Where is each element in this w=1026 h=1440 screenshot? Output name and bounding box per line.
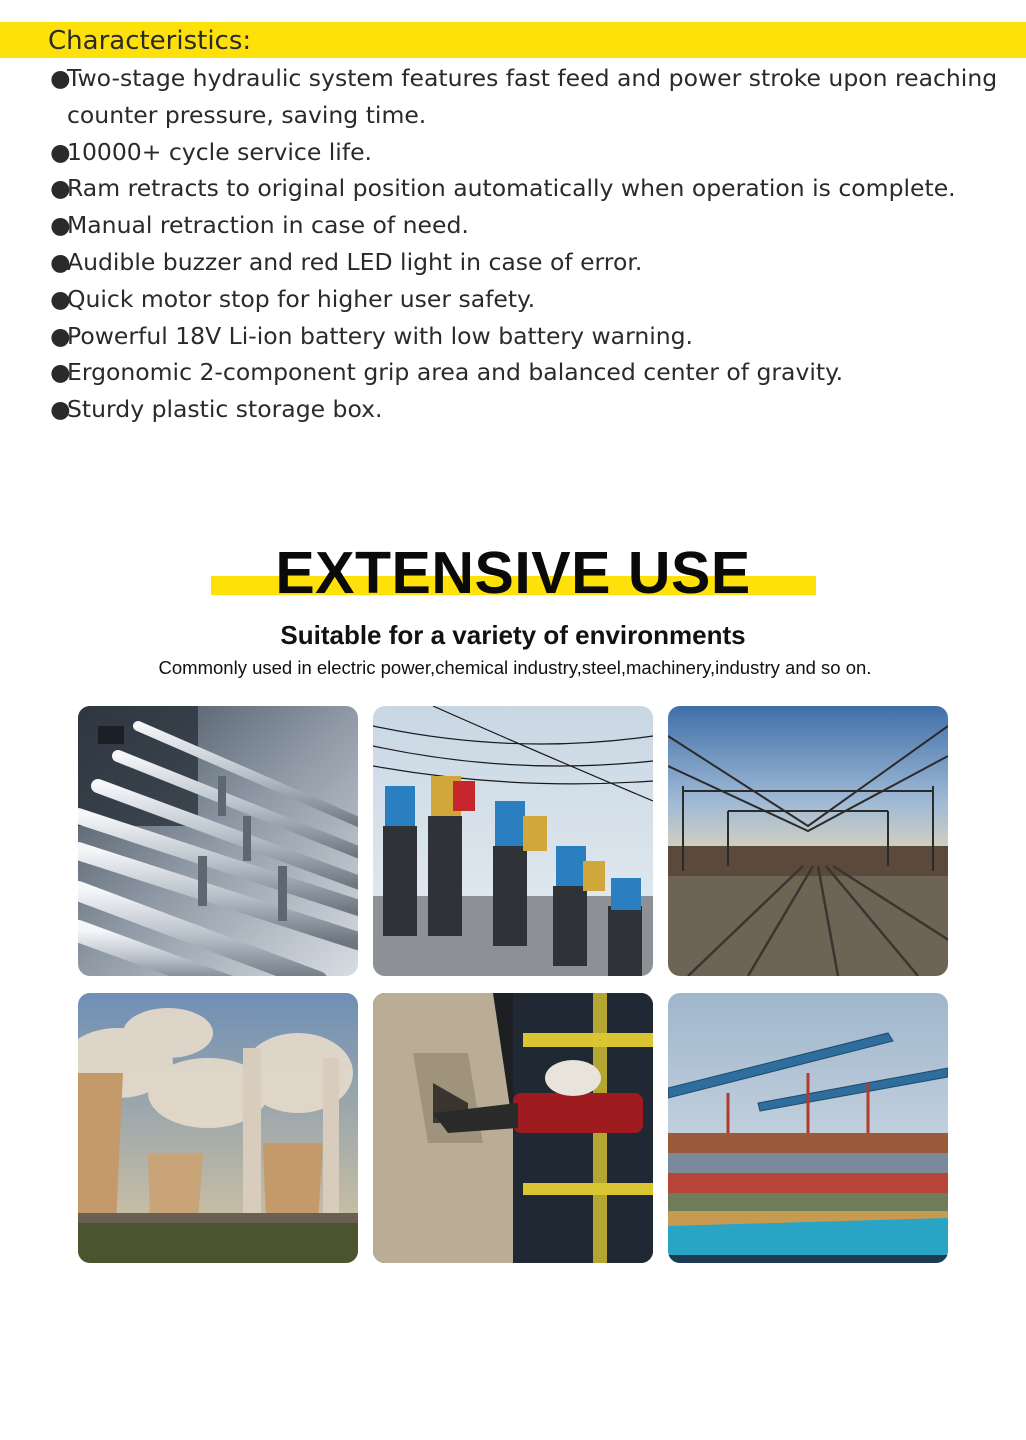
container-port-photo xyxy=(668,993,948,1263)
feature-item xyxy=(50,281,1010,318)
characteristics-title: Characteristics: xyxy=(48,26,252,56)
rescue-cutter-photo xyxy=(373,993,653,1263)
section-title: EXTENSIVE USE xyxy=(275,540,751,606)
feature-item xyxy=(50,134,1010,171)
pipes-photo xyxy=(78,706,358,976)
bullet-icon: ● xyxy=(50,211,71,240)
bullet-icon: ● xyxy=(50,64,71,92)
feature-text: Sturdy plastic storage box. xyxy=(67,395,383,424)
railway-photo xyxy=(668,706,948,976)
feature-item xyxy=(50,170,1010,207)
feature-item xyxy=(50,60,1010,134)
bullet-icon: ● xyxy=(50,247,71,276)
feature-list xyxy=(50,60,1010,428)
insulators-photo xyxy=(373,706,653,976)
feature-text: Two-stage hydraulic system features fast feed and power stroke upon reaching counter pressure, saving time. xyxy=(67,64,998,129)
feature-item xyxy=(50,391,1010,428)
bullet-icon: ● xyxy=(50,321,71,350)
section-description: Commonly used in electric power,chemical industry,steel,machinery,industry and so on. xyxy=(158,657,872,678)
feature-item xyxy=(50,207,1010,244)
feature-item xyxy=(50,354,1010,391)
feature-text: Quick motor stop for higher user safety. xyxy=(67,284,536,313)
feature-text: Powerful 18V Li-ion battery with low battery warning. xyxy=(67,321,694,350)
feature-item xyxy=(50,318,1010,355)
feature-item xyxy=(50,244,1010,281)
bullet-icon: ● xyxy=(50,137,71,166)
feature-text: Manual retraction in case of need. xyxy=(67,211,469,240)
feature-text: Ergonomic 2-component grip area and balanced center of gravity. xyxy=(67,358,844,387)
section-subtitle: Suitable for a variety of environments xyxy=(280,620,746,650)
bullet-icon: ● xyxy=(50,284,71,313)
bullet-icon: ● xyxy=(50,395,71,424)
bullet-icon: ● xyxy=(50,358,71,387)
bullet-icon: ● xyxy=(50,174,71,203)
feature-text: 10000+ cycle service life. xyxy=(67,137,373,166)
feature-text: Audible buzzer and red LED light in case of error. xyxy=(67,247,643,276)
power-plant-photo xyxy=(78,993,358,1263)
feature-text: Ram retracts to original position automatically when operation is complete. xyxy=(67,174,956,203)
